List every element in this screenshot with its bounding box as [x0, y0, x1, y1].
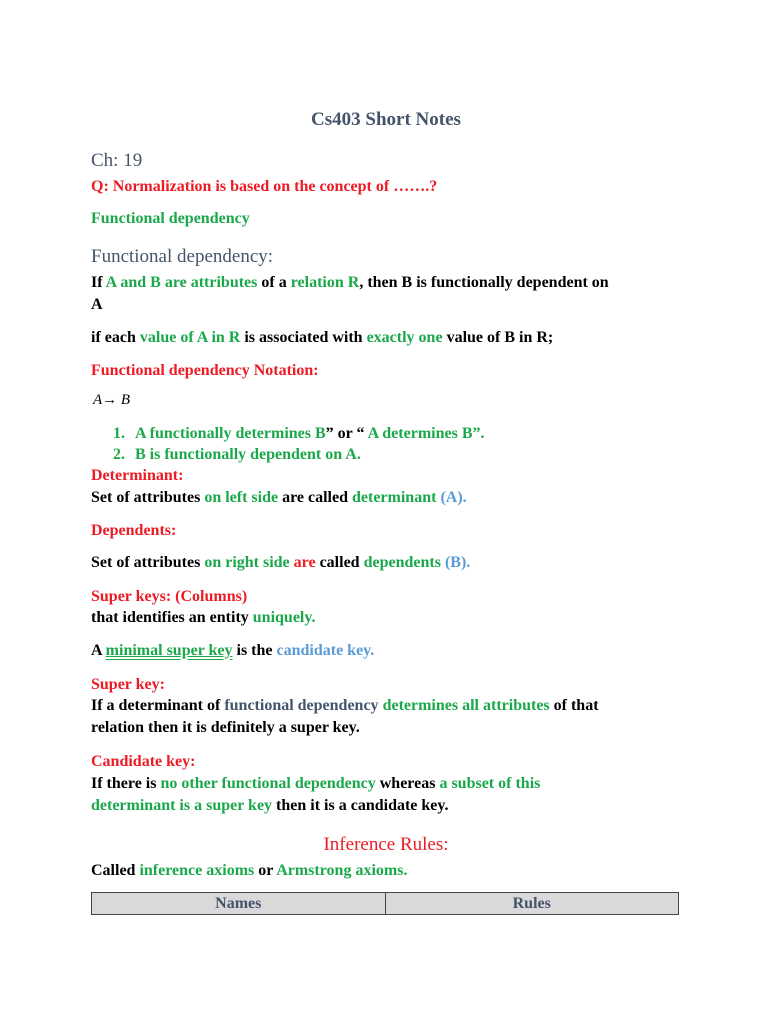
dependents-p6: (B). — [440, 554, 471, 571]
called-p3: or — [254, 862, 277, 879]
minimal-p2: minimal super key — [105, 642, 233, 659]
called-p2: inference axioms — [139, 862, 255, 879]
list-number-2: 2. — [113, 446, 125, 463]
minimal-p1: A — [91, 642, 106, 659]
determinant-p3: are called — [278, 489, 352, 506]
list-item-1b: ” or “ — [325, 425, 368, 442]
table-header-names: Names — [92, 893, 386, 915]
minimal-p4: candidate key. — [276, 642, 375, 659]
fd-definition — [91, 272, 681, 294]
dependents-p1: Set of attributes — [91, 554, 205, 571]
called-p4: Armstrong axioms. — [276, 862, 408, 879]
determinant-text — [91, 487, 681, 509]
super-key-heading: Super key: — [91, 676, 165, 693]
minimal-super-key-text — [91, 640, 681, 662]
super-keys-heading: Super keys: (Columns) — [91, 588, 248, 605]
fd-def-p4: relation R — [290, 274, 360, 291]
inference-rules-table — [91, 892, 679, 915]
chapter-heading: Ch: 19 — [91, 150, 143, 171]
fd-each-p4: exactly one — [366, 329, 443, 346]
super-key-p2: functional dependency — [224, 697, 379, 714]
fd-def-p1: If — [91, 274, 106, 291]
dependents-heading: Dependents: — [91, 522, 177, 539]
dependents-p2: on right side — [204, 554, 290, 571]
super-key-p1: If a determinant of — [91, 697, 225, 714]
minimal-p3: is the — [232, 642, 277, 659]
list-number-1: 1. — [113, 425, 125, 442]
candidate-key-p3: whereas — [375, 775, 440, 792]
fd-each-p3: is associated with — [240, 329, 367, 346]
fd-each — [91, 327, 681, 349]
determinant-p1: Set of attributes — [91, 489, 205, 506]
list-item — [113, 423, 484, 444]
list-item-1a: A functionally determines B — [135, 425, 326, 442]
fd-definition-cont: A — [91, 296, 103, 313]
candidate-key-text-cont — [91, 795, 681, 817]
super-key-text — [91, 695, 681, 717]
called-p1: Called — [91, 862, 140, 879]
candidate-key-heading: Candidate key: — [91, 753, 196, 770]
answer-text: Functional dependency — [91, 210, 250, 227]
fd-each-p5: value of B in R; — [442, 329, 554, 346]
question-text: Q: Normalization is based on the concept of …….? — [91, 178, 438, 195]
notation-formula: A→ B — [93, 392, 131, 408]
fd-heading: Functional dependency: — [91, 246, 274, 267]
list-item-1c: A determines B”. — [367, 425, 485, 442]
inference-rules-heading: Inference Rules: — [323, 834, 449, 855]
determinant-heading: Determinant: — [91, 467, 184, 484]
super-keys-p1: that identifies an entity — [91, 609, 253, 626]
super-keys-p2: uniquely. — [252, 609, 316, 626]
candidate-key-text — [91, 773, 681, 795]
candidate-key-p5: determinant is a super key — [91, 797, 273, 814]
super-keys-text — [91, 607, 681, 629]
determinant-p5: (A). — [436, 489, 467, 506]
page-title: Cs403 Short Notes — [311, 109, 461, 130]
super-key-p5: of that — [549, 697, 599, 714]
dependents-p3: are — [289, 554, 316, 571]
fd-each-p2: value of A in R — [139, 329, 241, 346]
fd-each-p1: if each — [91, 329, 140, 346]
fd-def-p2: A and B are attributes — [105, 274, 258, 291]
list-item — [113, 444, 361, 465]
dependents-text — [91, 552, 681, 574]
super-key-text-cont: relation then it is definitely a super key. — [91, 719, 360, 736]
notation-heading: Functional dependency Notation: — [91, 362, 319, 379]
candidate-key-p2: no other functional dependency — [160, 775, 376, 792]
dependents-p4: called — [315, 554, 364, 571]
super-key-p4: determines all attributes — [382, 697, 550, 714]
fd-def-p5: , then B is functionally dependent on — [359, 274, 609, 291]
dependents-p5: dependents — [363, 554, 441, 571]
candidate-key-p1: If there is — [91, 775, 161, 792]
fd-def-p3: of a — [257, 274, 291, 291]
candidate-key-p6: then it is a candidate key. — [272, 797, 449, 814]
table-header-row — [92, 893, 679, 915]
called-text — [91, 860, 681, 882]
determinant-p4: determinant — [352, 489, 437, 506]
list-item-2: B is functionally dependent on A. — [135, 446, 361, 463]
candidate-key-p4: a subset of this — [439, 775, 541, 792]
table-header-rules: Rules — [385, 893, 679, 915]
determinant-p2: on left side — [204, 489, 279, 506]
